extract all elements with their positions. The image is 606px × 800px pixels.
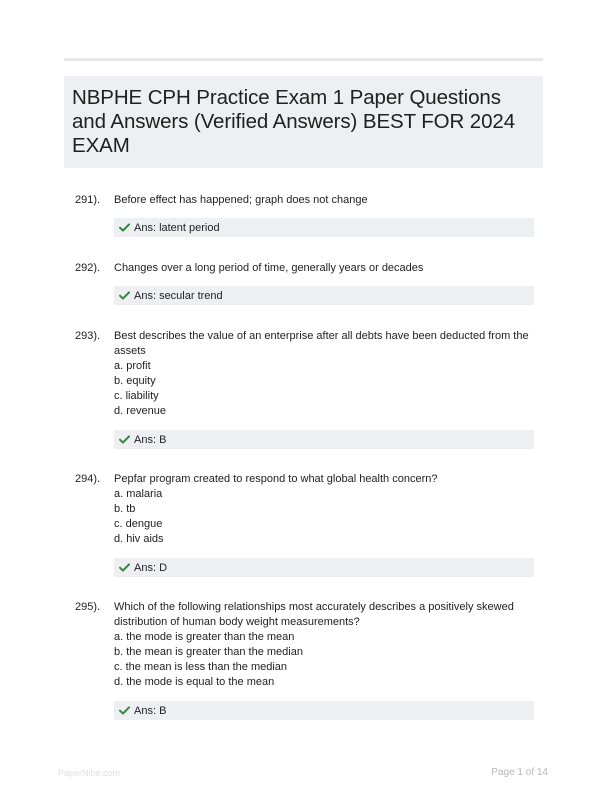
question-number: 294). (75, 473, 101, 485)
option-a: a. profit (114, 360, 151, 372)
question-text (114, 261, 534, 276)
question-text (114, 193, 534, 208)
option-c: c. liability (114, 390, 159, 402)
option-b: b. equity (114, 375, 156, 387)
answer-box (114, 701, 534, 720)
title-line: NBPHE CPH Practice Exam 1 Paper Questions (72, 86, 501, 109)
option-b: b. tb (114, 503, 136, 515)
question-line: Pepfar program created to respond to what global health concern? (114, 473, 438, 485)
option-a: a. the mode is greater than the mean (114, 631, 295, 643)
answer-box (114, 286, 534, 305)
checkmark-icon (119, 223, 130, 232)
watermark-text: PaperNibe.com (58, 768, 121, 778)
checkmark-icon (119, 291, 130, 300)
answer-text: Ans: secular trend (134, 289, 223, 302)
question-line: Changes over a long period of time, generally years or decades (114, 262, 424, 274)
title-banner (64, 76, 543, 168)
option-c: c. dengue (114, 518, 163, 530)
option-d: d. revenue (114, 405, 166, 417)
question-number: 293). (75, 330, 101, 342)
title-line: and Answers (Verified Answers) BEST FOR 2024 (72, 110, 516, 133)
question-text (114, 329, 534, 419)
option-b: b. the mean is greater than the median (114, 646, 303, 658)
checkmark-icon (119, 435, 130, 444)
checkmark-icon (119, 563, 130, 572)
question-number: 292). (75, 262, 101, 274)
checkmark-icon (119, 706, 130, 715)
question-line: Before effect has happened; graph does not change (114, 194, 368, 206)
question-line: Best describes the value of an enterprise after all debts have been deducted from the (114, 330, 529, 342)
answer-text: Ans: B (134, 704, 167, 717)
answer-text: Ans: D (134, 561, 168, 574)
option-d: d. the mode is equal to the mean (114, 676, 275, 688)
question-number: 295). (75, 601, 101, 613)
answer-box (114, 430, 534, 449)
answer-box (114, 558, 534, 577)
answer-text: Ans: latent period (134, 221, 220, 234)
answer-text: Ans: B (134, 433, 167, 446)
option-a: a. malaria (114, 488, 163, 500)
top-divider (64, 58, 543, 61)
page-number: Page 1 of 14 (491, 767, 548, 778)
option-c: c. the mean is less than the median (114, 661, 288, 673)
question-text (114, 472, 534, 547)
option-d: d. hiv aids (114, 533, 164, 545)
question-line: assets (114, 345, 146, 357)
title-line: EXAM (72, 134, 130, 157)
page-title (72, 86, 533, 158)
question-text (114, 600, 534, 690)
question-line: distribution of human body weight measurements? (114, 616, 360, 628)
answer-box (114, 218, 534, 237)
question-line: Which of the following relationships most accurately describes a positively skewed (114, 601, 514, 613)
question-number: 291). (75, 194, 101, 206)
